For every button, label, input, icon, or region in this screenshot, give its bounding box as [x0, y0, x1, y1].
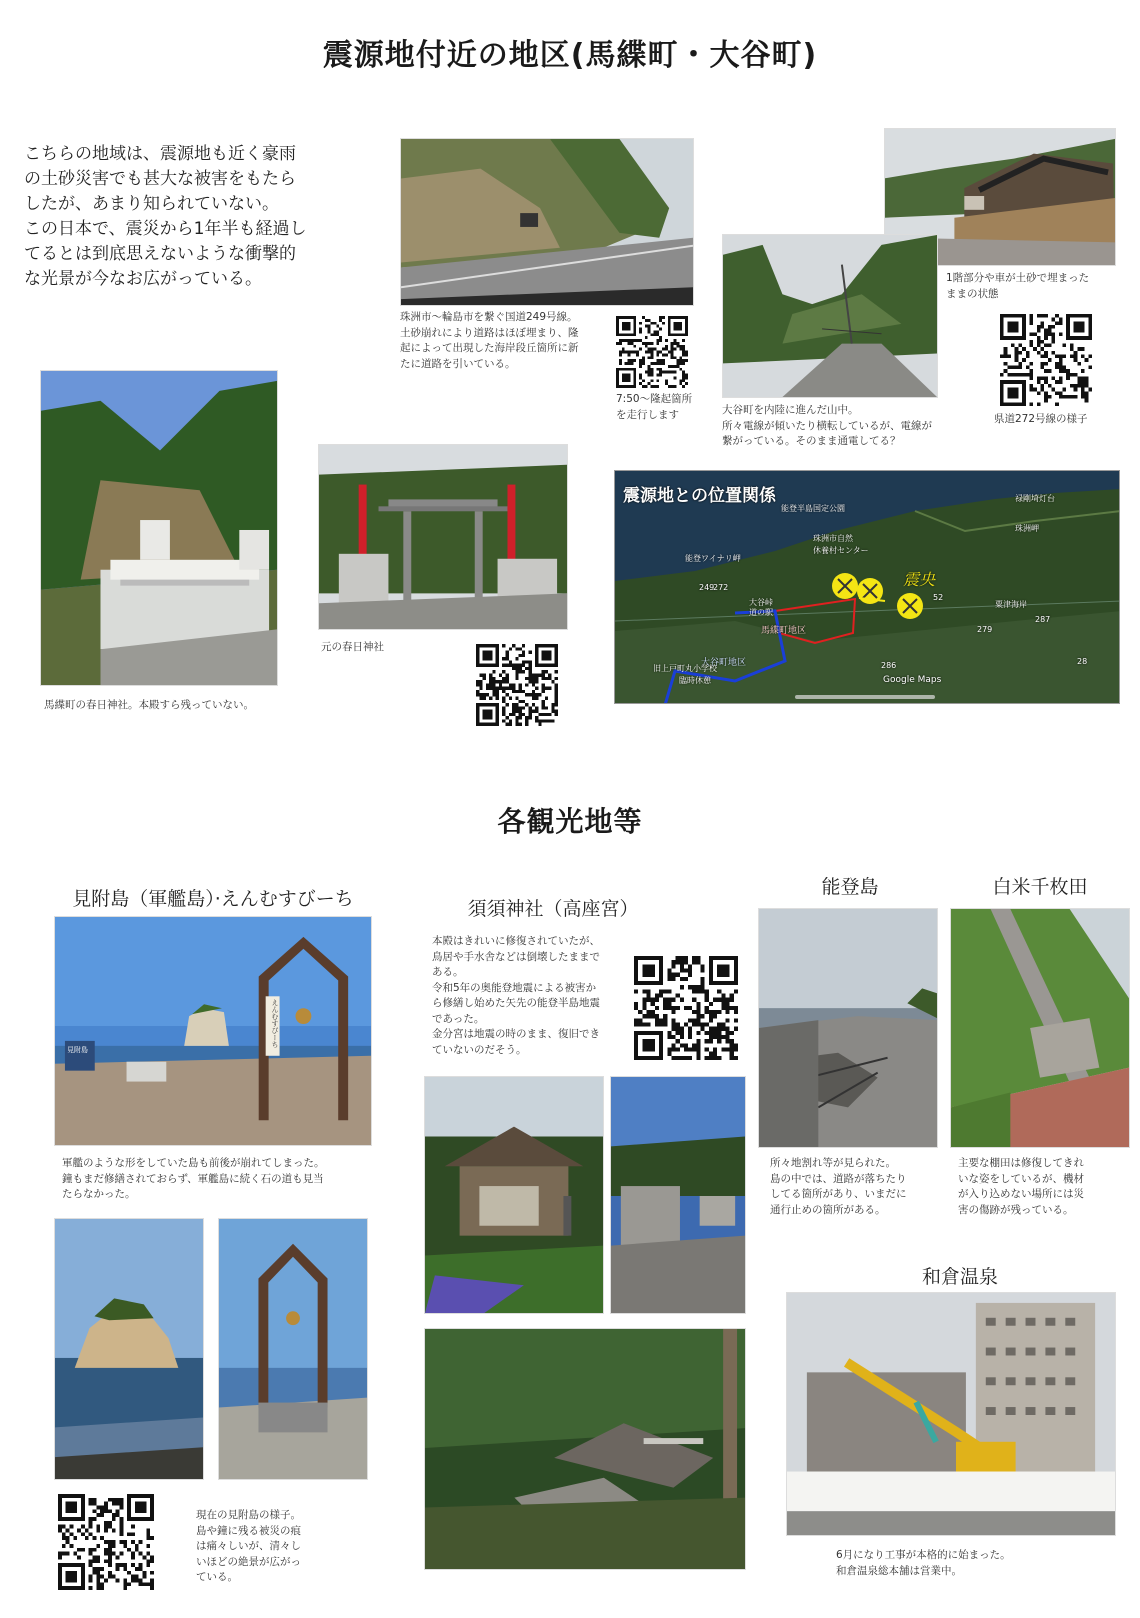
caption-line: ら修繕し始めた矢先の能登半島地震 [432, 997, 600, 1009]
caption-line: が入り込めない場所には災 [958, 1188, 1084, 1200]
caption-line: 1階部分や車が土砂で埋まった [946, 272, 1090, 284]
caption-line: 軍艦のような形をしていた島も前後が崩れてしまった。 [62, 1157, 325, 1169]
qr-code-road-249[interactable] [616, 316, 688, 388]
qr-caption-road-249 [616, 392, 726, 423]
map-label-otani-area: 大谷町地区 [701, 658, 747, 668]
caption-line: してる箇所があり、いまだに [770, 1188, 907, 1200]
shiroyone-caption [958, 1156, 1128, 1218]
map-route-249: 249 [699, 583, 715, 592]
map-label-sotoura: 粟津海岸 [995, 600, 1027, 609]
page-title: 震源地付近の地区(馬緤町・大谷町) [322, 38, 818, 73]
caption-line: 6月になり工事が本格的に始まった。 [836, 1549, 1011, 1561]
caption-line: 島の中では、道路が落ちたり [770, 1172, 907, 1185]
kasuga-shrine-caption: 馬緤町の春日神社。本殿すら残っていない。 [44, 699, 254, 711]
bell-monument-photo [218, 1218, 368, 1480]
wakura-onsen-photo [786, 1292, 1116, 1536]
map-label-mao-area: 馬緤町地区 [761, 626, 807, 636]
caption-line: 本殿はきれいに修復されていたが、 [432, 935, 600, 947]
map-label-nature: 珠洲市自然 [813, 534, 853, 543]
torii-caption: 元の春日神社 [321, 641, 384, 653]
intro-line: こちらの地域は、震源地も近く豪雨 [24, 144, 296, 164]
map-route-28: 28 [1077, 657, 1088, 666]
epicenter-map[interactable] [614, 470, 1120, 704]
map-label-rokuro: 禄剛埼灯台 [1015, 494, 1055, 503]
caption-line: ている。 [196, 1571, 238, 1583]
caption-line: たらなかった。 [62, 1188, 136, 1200]
caption-line: 7:50～隆起箇所 [616, 393, 693, 405]
map-route-287: 287 [1035, 615, 1051, 624]
section-title-tourism: 各観光地等 [497, 805, 643, 838]
map-label-otani: 大谷峠 [749, 598, 773, 607]
caption-line: いな姿をしているが、機材 [958, 1172, 1084, 1185]
map-label-park: 能登半島国定公園 [781, 504, 845, 513]
map-route-279: 279 [977, 625, 993, 634]
caption-line: 所々地割れ等が見られた。 [770, 1157, 896, 1169]
notojima-title: 能登島 [821, 876, 879, 898]
road-249-caption [400, 310, 610, 372]
caption-line: 土砂崩れにより道路はほぼ埋まり、隆 [400, 326, 579, 339]
caption-line: 通行止めの箇所がある。 [770, 1203, 886, 1216]
caption-line: 珠洲市～輪島市を繋ぐ国道249号線。 [400, 311, 578, 323]
qr-caption-route-272: 県道272号線の様子 [994, 413, 1088, 425]
qr-code-kasuga[interactable] [476, 644, 558, 726]
info-board-text: 見附島 [67, 1046, 88, 1054]
qr-code-susu-shrine[interactable] [634, 956, 738, 1060]
caption-line: ていないのだそう。 [432, 1043, 527, 1056]
wakura-title: 和倉温泉 [921, 1266, 998, 1288]
susu-shrine-collapsed-torii-photo [610, 1076, 746, 1314]
kasuga-shrine-photo [40, 370, 278, 686]
caption-line: 金分宮は地震の時のまま、復旧でき [432, 1028, 600, 1040]
caption-line: ある。 [432, 966, 464, 978]
map-label-school: 旧上戸町丸小学校 [653, 664, 717, 673]
susu-shrine-title: 須須神社（高座宮） [467, 898, 639, 920]
qr-code-mitsukejima[interactable] [58, 1494, 154, 1590]
caption-line: であった。 [432, 1012, 485, 1025]
otani-mountain-road-photo [722, 234, 938, 398]
notojima-caption [770, 1156, 940, 1218]
map-label-suzu-misaki: 珠洲岬 [1015, 524, 1039, 533]
caption-line: 大谷町を内陸に進んだ山中。 [722, 404, 859, 416]
intro-line: したが、あまり知られていない。 [24, 194, 279, 214]
intro-line: の土砂災害でも甚大な被害をもたら [24, 169, 296, 189]
map-route-286: 286 [881, 661, 897, 670]
wakura-caption [836, 1548, 1096, 1579]
caption-line: 和倉温泉総本舗は営業中。 [836, 1564, 962, 1577]
map-label-otani2: 道の駅 [749, 608, 773, 617]
otani-mountain-caption [722, 403, 982, 450]
map-label-kuro: 能登ワイナリ岬 [685, 554, 741, 563]
map-label-rest: 臨時休憩 [679, 676, 711, 685]
caption-line: は痛々しいが、清々し [196, 1540, 301, 1552]
road-249-photo [400, 138, 694, 306]
epicenter-label: 震央 [903, 570, 936, 589]
caption-line: 繋がっている。そのまま通電してる？ [722, 435, 901, 447]
shiroyone-photo [950, 908, 1130, 1148]
caption-line: 鐘もまだ修繕されておらず、軍艦島に続く石の道も見当 [62, 1172, 324, 1185]
caption-line: を走行します [616, 408, 679, 421]
intro-text [24, 142, 384, 292]
qr-code-route-272[interactable] [1000, 314, 1092, 406]
mitsukejima-current-caption [196, 1508, 346, 1586]
caption-line: 主要な棚田は修復してきれ [958, 1157, 1084, 1169]
map-label-google: Google Maps [883, 675, 942, 685]
caption-line: ままの状態 [946, 287, 999, 300]
susu-shrine-temizuya-photo [424, 1076, 604, 1314]
susu-shrine-caption [432, 934, 632, 1058]
bell-sign-text: えんむすびーち [271, 999, 279, 1048]
map-route-272: 272 [713, 583, 729, 592]
buried-house-caption [946, 271, 1126, 302]
caption-line: 令和5年の奥能登地震による被害か [432, 981, 597, 994]
caption-line: 島や鐘に残る被災の痕 [196, 1524, 301, 1537]
caption-line: 現在の見附島の様子。 [196, 1509, 301, 1521]
mitsukejima-caption [62, 1156, 382, 1203]
notojima-photo [758, 908, 938, 1148]
intro-line: な光景が今なお広がっている。 [24, 269, 262, 289]
caption-line: 所々電線が傾いたり横転しているが、電線が [722, 419, 932, 432]
mitsukejima-beach-photo [54, 916, 372, 1146]
map-label-nature2: 休養村センター [813, 546, 869, 555]
shiroyone-title: 白米千枚田 [992, 876, 1088, 898]
map-title: 震源地との位置関係 [623, 486, 776, 506]
map-route-52: 52 [933, 593, 944, 602]
torii-photo [318, 444, 568, 630]
caption-line: 鳥居や手水舎などは倒壊したままで [432, 950, 600, 963]
intro-line: てるとは到底思えないような衝撃的 [24, 244, 296, 264]
intro-line: この日本で、震災から1年半も経過し [24, 219, 307, 239]
susu-shrine-kinbungu-photo [424, 1328, 746, 1570]
caption-line: たに道路を引いている。 [400, 357, 516, 370]
caption-line: 起によって出現した海岸段丘箇所に新 [400, 342, 579, 354]
mitsukejima-title: 見附島（軍艦島）·えんむすびーち [72, 888, 354, 910]
caption-line: いほどの絶景が広がっ [196, 1555, 301, 1568]
mitsukejima-island-photo [54, 1218, 204, 1480]
caption-line: 害の傷跡が残っている。 [958, 1203, 1074, 1216]
